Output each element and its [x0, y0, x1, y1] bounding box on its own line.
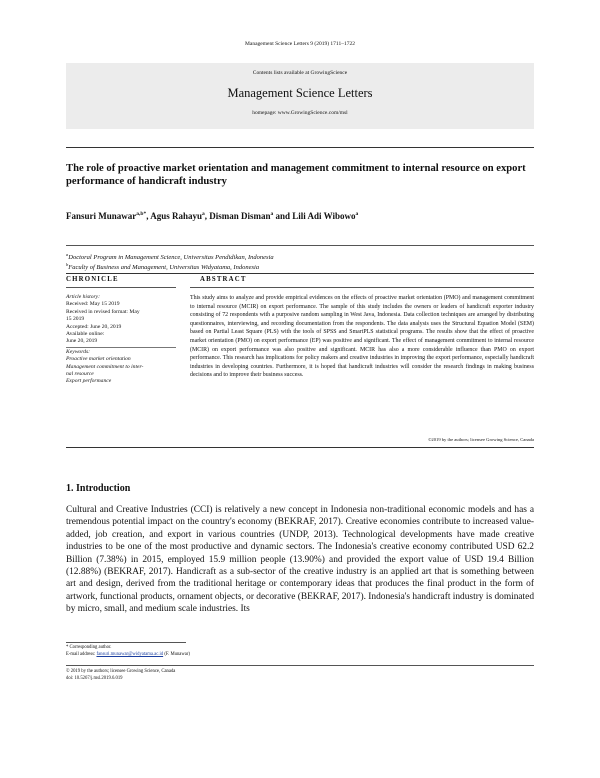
article-history-label: Article history: — [66, 294, 101, 300]
keyword: Export performance — [66, 378, 112, 385]
keyword: Proactive market orientation — [66, 356, 131, 363]
email-footnote: E-mail address: fansuri.munawar@widyatama.ac.id (F. Munawar) — [66, 652, 190, 657]
license-footnote: © 2019 by the authors; licensee Growing Science, Canada — [66, 669, 176, 674]
abstract-heading: ABSTRACT — [200, 276, 247, 283]
author-list — [66, 211, 536, 221]
chronicle-heading: CHRONICLE — [66, 276, 119, 283]
history-line: Accepted: June 20, 2019 — [66, 323, 122, 330]
history-line: Received: May 15 2019 — [66, 301, 120, 308]
history-line: 15 2019 — [66, 316, 85, 323]
affiliation-a: $^a$Doctoral Program in Management Science, Universitas Pendidikan, Indonesia — [66, 252, 274, 262]
author-name: , Agus Rahayu — [146, 211, 202, 221]
author-email-link[interactable]: fansuri.munawar@widyatama.ac.id — [96, 652, 164, 657]
abstract-bottom-rule — [66, 447, 534, 448]
article-title: The role of proactive market orientation and management commitment to internal resource on export performance of handicraft industry — [66, 163, 526, 187]
history-line: Available online: — [66, 331, 105, 338]
doi-footnote[interactable]: doi: 10.5267/j.msl.2019.6.019 — [66, 676, 123, 681]
abstract-under-rule — [190, 287, 534, 288]
chronicle-top-rule — [66, 273, 534, 274]
keyword: nal resource — [66, 371, 94, 378]
author-name: and Lili Adi Wibowo — [273, 211, 356, 221]
author-name: Fansuri Munawar — [66, 211, 137, 221]
abstract-copyright: ©2019 by the authors; licensee Growing Science, Canada — [427, 437, 534, 442]
author-name: , Disman Disman — [204, 211, 271, 221]
abstract-text: This study aims to analyze and provide empirical evidences on the effects of proactive market orientation (PMO) and management commitment to internal resource (MCIR) on export performance. The sample of this study includes the owners or leaders of handicraft exporter industry consisting of 72 respondents with a purposive random sampling in West Java, Indonesia. Data collection techniques are arranged by distributing questionnaires, interviewing, and recording documentation from the respondents. The data analysis uses the Structural Equation Model (SEM) based on Partial Least Square (PLS) with the tools of SPSS and SmartPLS statistical programs. The results show that the effect of proactive market orientation (PMO) on export performance (EP) was positive and significant. The effect of management commitment to internal resource (MCIR) on export performance was also positive and significant. MCIR has also a more considerable influence than PMO on export performance. This research has implications for policy makers and creative industries in improving the export performance, especially handicraft industries in developing countries. Furthermore, it is hoped that handicraft industries will consider the research findings in making business decisions and to improve their business success. — [190, 295, 534, 379]
journal-homepage[interactable]: homepage: www.GrowingScience.com/msl — [252, 110, 348, 116]
keyword: Management commitment to inter- — [66, 363, 144, 370]
history-line: Received in revised format: May — [66, 308, 140, 315]
article-info — [66, 294, 169, 386]
footnote-divider — [66, 642, 186, 643]
introduction-paragraph: Cultural and Creative Industries (CCI) is relatively a new concept in Indonesia non-traditional economic models and has a tremendous potential impact on the country's economy (BEKRAF, 2017). Creative economies contribute to increased value-added, job creation, and export in various countries (UNDP, 2013). Technological developments have made creative industries to be one of the most productive and dynamic sectors. The Indonesia's creative economy contributed USD 62.2 Billion (7.38%) in 2015, employed 15.9 million people (13.90%) and provided the export value of USD 19.4 Billion (12.88%) (BEKRAF, 2017). Handicraft as a sub-sector of the creative industry is an applied art that is something between art and design, derived from the traditional heritage or contemporary ideas that produces the final product in the form of artwork, functional products, ornament objects, or decorative (BEKRAF, 2017). Indonesia's handicraft industry is dominated by micro, small, and medium scale industries. Its — [66, 505, 535, 615]
journal-name: Management Science Letters — [227, 86, 373, 100]
author-sup: a — [355, 211, 359, 217]
keywords-label: Keywords: — [66, 348, 91, 355]
affiliation-b: $^b$Faculty of Business and Management, Universitas Widyatama, Indonesia — [66, 262, 260, 272]
author-sup: a — [270, 211, 274, 217]
keywords-divider — [66, 347, 176, 348]
affiliation-divider — [66, 245, 534, 246]
history-line: June 20, 2019 — [66, 338, 98, 345]
corresponding-author-note: * Corresponding author. — [66, 645, 112, 650]
running-head: Management Science Letters 9 (2019) 1711–1722 — [245, 41, 355, 47]
section-heading-introduction: 1. Introduction — [66, 483, 131, 494]
footer-divider — [66, 665, 534, 666]
contents-line: Contents lists available at GrowingScience — [252, 70, 348, 76]
author-sup: a,b* — [136, 211, 147, 217]
chronicle-under-rule — [66, 287, 176, 288]
author-sup: a — [201, 211, 205, 217]
header-divider — [66, 147, 534, 148]
